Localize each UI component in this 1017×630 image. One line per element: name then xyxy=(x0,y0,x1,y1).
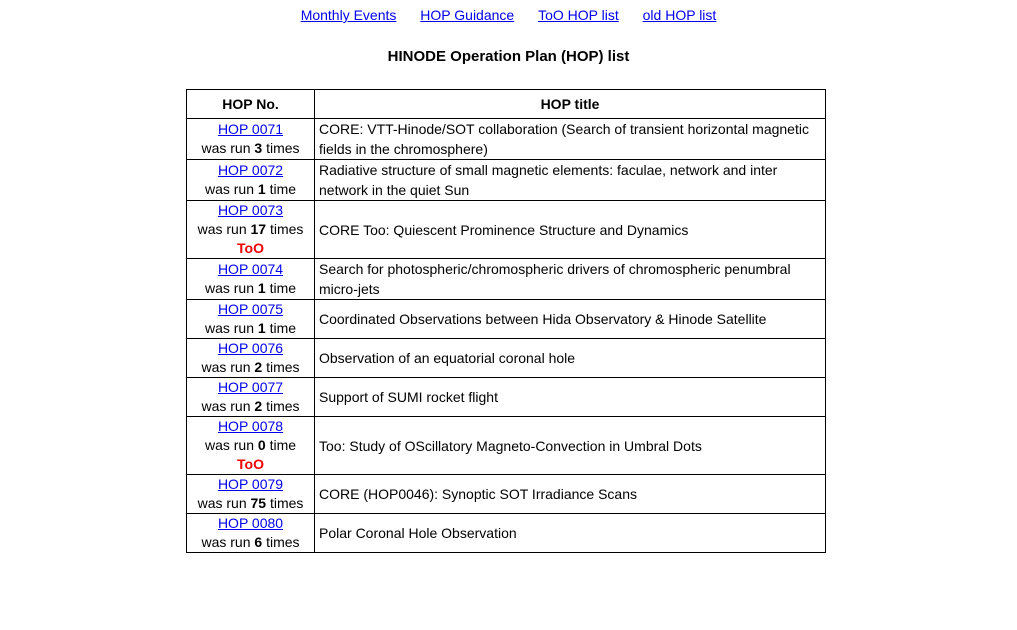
hop-link[interactable]: HOP 0076 xyxy=(217,340,284,356)
run-count: 2 xyxy=(254,398,263,414)
run-count: 1 xyxy=(257,280,266,296)
run-unit: times xyxy=(269,221,304,237)
hop-link[interactable]: HOP 0079 xyxy=(217,476,284,492)
header-hop-title: HOP title xyxy=(315,90,826,119)
hop-number-cell xyxy=(187,514,315,553)
run-prefix: was run xyxy=(204,280,254,296)
table-row xyxy=(187,160,826,201)
run-count-text xyxy=(205,181,296,197)
too-badge: ToO xyxy=(237,456,264,472)
run-unit: time xyxy=(269,437,297,453)
hop-number-cell xyxy=(187,201,315,259)
hop-table-body xyxy=(187,119,826,553)
hop-title-cell: CORE Too: Quiescent Prominence Structure and Dynamics xyxy=(315,201,826,259)
nav-link-old-hop-list[interactable]: old HOP list xyxy=(642,7,717,23)
hop-title-cell: CORE (HOP0046): Synoptic SOT Irradiance Scans xyxy=(315,475,826,514)
run-prefix: was run xyxy=(204,181,254,197)
hop-title-cell: Coordinated Observations between Hida Observatory & Hinode Satellite xyxy=(315,300,826,339)
hop-link[interactable]: HOP 0075 xyxy=(217,301,284,317)
nav-link-hop-guidance[interactable]: HOP Guidance xyxy=(420,7,515,23)
run-count: 6 xyxy=(254,534,263,550)
run-unit: times xyxy=(266,140,300,156)
hop-number-cell xyxy=(187,417,315,475)
hop-number-cell xyxy=(187,475,315,514)
run-count: 2 xyxy=(254,359,263,375)
hop-title-cell: Polar Coronal Hole Observation xyxy=(315,514,826,553)
hop-number-cell xyxy=(187,378,315,417)
run-prefix: was run xyxy=(201,359,251,375)
run-count-text xyxy=(198,495,304,511)
hop-link[interactable]: HOP 0072 xyxy=(217,162,284,178)
run-count-text xyxy=(201,140,299,156)
run-prefix: was run xyxy=(204,437,254,453)
table-row xyxy=(187,475,826,514)
run-count: 1 xyxy=(257,320,266,336)
table-header-row xyxy=(187,90,826,119)
hop-link[interactable]: HOP 0071 xyxy=(217,121,284,137)
run-count-text xyxy=(201,359,299,375)
run-count-text xyxy=(198,221,304,237)
table-row xyxy=(187,259,826,300)
run-count: 1 xyxy=(257,181,266,197)
run-unit: times xyxy=(269,495,304,511)
run-count-text xyxy=(205,320,296,336)
hop-link[interactable]: HOP 0073 xyxy=(217,202,284,218)
run-prefix: was run xyxy=(201,140,251,156)
hop-title-cell: Observation of an equatorial coronal hole xyxy=(315,339,826,378)
top-nav xyxy=(0,6,1017,24)
hop-title-cell: Search for photospheric/chromospheric drivers of chromospheric penumbral micro-jets xyxy=(315,259,826,300)
table-row xyxy=(187,119,826,160)
run-unit: times xyxy=(266,359,300,375)
hop-link[interactable]: HOP 0074 xyxy=(217,261,284,277)
hop-title-cell: Support of SUMI rocket flight xyxy=(315,378,826,417)
nav-link-too-hop-list[interactable]: ToO HOP list xyxy=(538,7,619,23)
run-count-text xyxy=(201,534,299,550)
nav-link-monthly-events[interactable]: Monthly Events xyxy=(300,7,397,23)
table-row xyxy=(187,378,826,417)
hop-number-cell xyxy=(187,339,315,378)
hop-table xyxy=(186,89,826,553)
table-row xyxy=(187,201,826,259)
hop-link[interactable]: HOP 0077 xyxy=(217,379,284,395)
run-prefix: was run xyxy=(201,398,251,414)
run-unit: times xyxy=(266,398,300,414)
run-count: 75 xyxy=(250,495,267,511)
hop-link[interactable]: HOP 0078 xyxy=(217,418,284,434)
run-count: 0 xyxy=(257,437,266,453)
hop-link[interactable]: HOP 0080 xyxy=(217,515,284,531)
run-prefix: was run xyxy=(197,221,247,237)
run-prefix: was run xyxy=(201,534,251,550)
hop-number-cell xyxy=(187,259,315,300)
table-row xyxy=(187,417,826,475)
hop-title-cell: Too: Study of OScillatory Magneto-Convection in Umbral Dots xyxy=(315,417,826,475)
run-count: 17 xyxy=(250,221,267,237)
run-unit: time xyxy=(269,320,297,336)
run-unit: time xyxy=(269,280,297,296)
hop-title-cell: CORE: VTT-Hinode/SOT collaboration (Search of transient horizontal magnetic fields in the chromosphere) xyxy=(315,119,826,160)
table-row xyxy=(187,514,826,553)
run-prefix: was run xyxy=(204,320,254,336)
header-hop-no: HOP No. xyxy=(187,90,315,119)
run-count: 3 xyxy=(254,140,263,156)
run-prefix: was run xyxy=(197,495,247,511)
hop-number-cell xyxy=(187,300,315,339)
table-row xyxy=(187,339,826,378)
hop-number-cell xyxy=(187,119,315,160)
hop-number-cell xyxy=(187,160,315,201)
run-count-text xyxy=(205,437,296,453)
run-count-text xyxy=(201,398,299,414)
too-badge: ToO xyxy=(237,240,264,256)
run-count-text xyxy=(205,280,296,296)
table-row xyxy=(187,300,826,339)
run-unit: time xyxy=(269,181,297,197)
run-unit: times xyxy=(266,534,300,550)
hop-title-cell: Radiative structure of small magnetic elements: faculae, network and inter network in the quiet Sun xyxy=(315,160,826,201)
page-title: HINODE Operation Plan (HOP) list xyxy=(387,48,630,65)
